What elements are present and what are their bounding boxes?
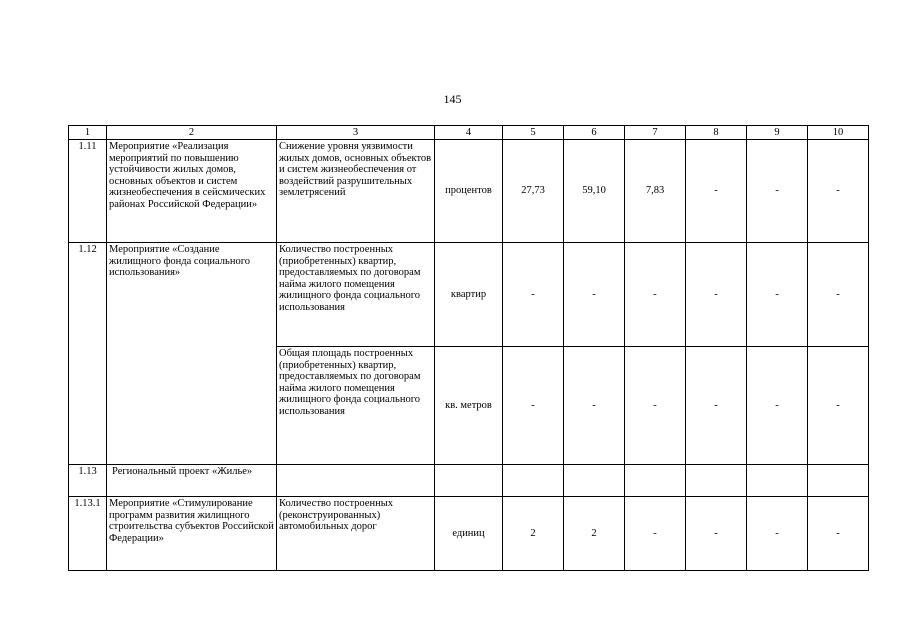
column-header: 10 [808, 126, 869, 140]
column-header: 2 [107, 126, 277, 140]
empty-cell [277, 465, 435, 497]
value-cell: - [747, 347, 808, 465]
value-cell: - [808, 497, 869, 571]
value-cell: - [747, 243, 808, 347]
value-cell: 7,83 [625, 140, 686, 243]
empty-cell [625, 465, 686, 497]
event-text: Региональный проект «Жилье» [112, 466, 253, 477]
value-cell: - [808, 243, 869, 347]
value-cell: - [503, 243, 564, 347]
column-header: 7 [625, 126, 686, 140]
value-cell: 2 [564, 497, 625, 571]
column-header: 6 [564, 126, 625, 140]
indicator-cell: Количество построенных (реконструированных) автомобильных дорог [277, 497, 435, 571]
value-cell: - [686, 347, 747, 465]
column-header: 3 [277, 126, 435, 140]
empty-cell [686, 465, 747, 497]
event-cell: Мероприятие «Создание жилищного фонда социального использования» [107, 243, 277, 465]
row-number: 1.11 [69, 140, 107, 243]
event-cell [107, 465, 277, 497]
column-header: 9 [747, 126, 808, 140]
value-cell: 59,10 [564, 140, 625, 243]
column-header: 8 [686, 126, 747, 140]
table-row [69, 497, 869, 571]
empty-cell [808, 465, 869, 497]
value-cell: - [503, 347, 564, 465]
value-cell: - [808, 347, 869, 465]
value-cell: - [747, 497, 808, 571]
row-number: 1.13 [69, 465, 107, 497]
indicators-table [68, 125, 869, 571]
value-cell: - [686, 497, 747, 571]
value-cell: - [564, 243, 625, 347]
value-cell: - [686, 243, 747, 347]
event-cell: Мероприятие «Стимулирование программ развития жилищного строительства субъектов Российской Федерации» [107, 497, 277, 571]
empty-cell [747, 465, 808, 497]
column-header: 1 [69, 126, 107, 140]
indicator-cell: Снижение уровня уязвимости жилых домов, основных объектов и систем жизнеобеспечения от воздействий разрушительных землетрясений [277, 140, 435, 243]
empty-cell [564, 465, 625, 497]
row-number: 1.12 [69, 243, 107, 465]
unit-cell: единиц [435, 497, 503, 571]
value-cell: - [625, 497, 686, 571]
value-cell: - [808, 140, 869, 243]
event-cell: Мероприятие «Реализация мероприятий по повышению устойчивости жилых домов, основных объектов и систем жизнеобеспечения в сейсмических районах Российской Федерации» [107, 140, 277, 243]
column-header: 5 [503, 126, 564, 140]
column-header: 4 [435, 126, 503, 140]
value-cell: - [686, 140, 747, 243]
table-row [69, 140, 869, 243]
table-row [69, 243, 869, 347]
unit-cell: процентов [435, 140, 503, 243]
value-cell: - [625, 243, 686, 347]
table-row [69, 465, 869, 497]
unit-cell: кв. метров [435, 347, 503, 465]
value-cell: 27,73 [503, 140, 564, 243]
empty-cell [435, 465, 503, 497]
value-cell: - [747, 140, 808, 243]
page-number: 145 [443, 92, 462, 106]
unit-cell: квартир [435, 243, 503, 347]
empty-cell [503, 465, 564, 497]
row-number: 1.13.1 [69, 497, 107, 571]
value-cell: - [625, 347, 686, 465]
indicator-cell: Общая площадь построенных (приобретенных) квартир, предоставляемых по договорам найма жилого помещения жилищного фонда социального использования [277, 347, 435, 465]
table-header-row [69, 126, 869, 140]
indicator-cell: Количество построенных (приобретенных) квартир, предоставляемых по договорам найма жилого помещения жилищного фонда социального использования [277, 243, 435, 347]
value-cell: 2 [503, 497, 564, 571]
value-cell: - [564, 347, 625, 465]
